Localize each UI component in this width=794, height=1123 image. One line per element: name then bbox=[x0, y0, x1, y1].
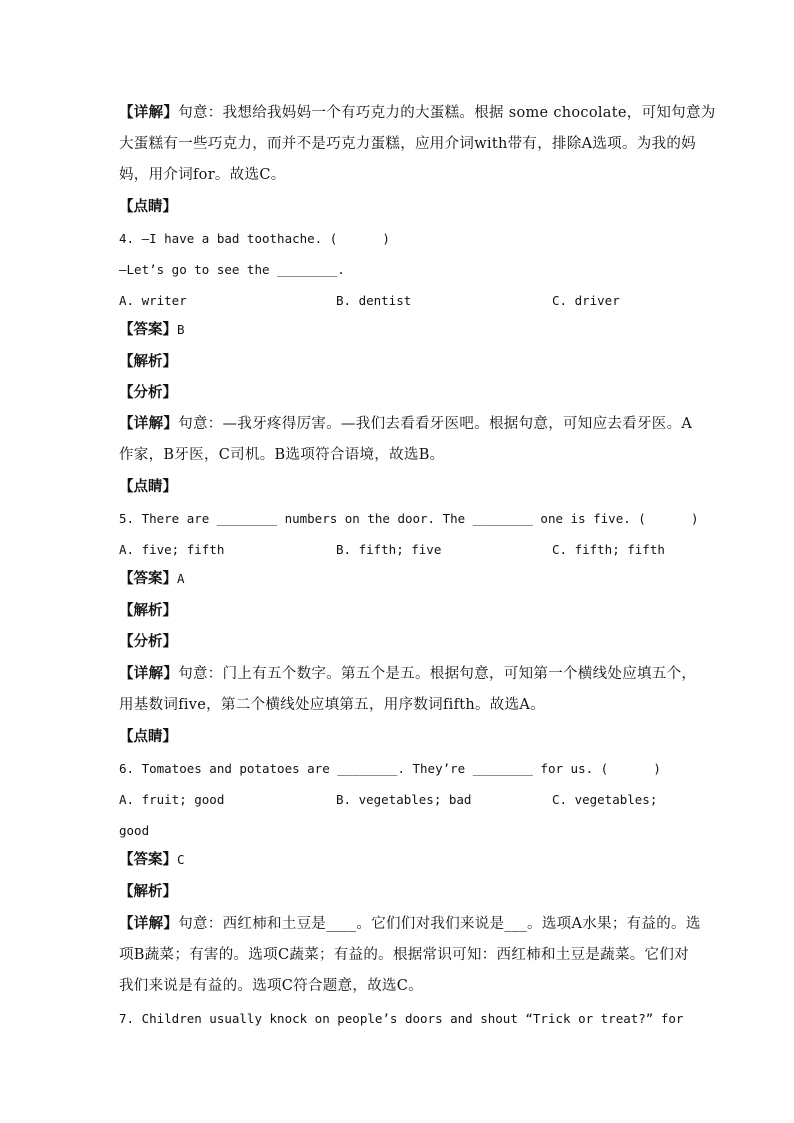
q4-question-line-2: —Let’s go to see the ________. bbox=[119, 262, 345, 277]
q6-option-c: C. vegetables; bbox=[552, 792, 658, 807]
q4-analysis2-tag: 【分析】 bbox=[119, 385, 177, 401]
q4-detail-line-2: 作家，B牙医，C司机。B选项符合语境，故选B。 bbox=[119, 447, 445, 463]
q5-option-c: C. fifth; fifth bbox=[552, 542, 665, 557]
q5-option-b: B. fifth; five bbox=[336, 542, 442, 557]
q4-analysis-tag: 【解析】 bbox=[119, 354, 177, 370]
q5-question: 5. There are ________ numbers on the door. The ________ one is five. ( ) bbox=[119, 511, 699, 526]
detail-tag: 【详解】 bbox=[119, 105, 179, 121]
q5-answer: 【答案】A bbox=[119, 571, 185, 587]
q5-detail-line-2: 用基数词five，第二个横线处应填第五，用序数词fifth。故选A。 bbox=[119, 697, 545, 713]
q4-comment-tag: 【点睛】 bbox=[119, 479, 177, 495]
q4-option-b: B. dentist bbox=[336, 293, 412, 308]
q6-option-c-wrap: good bbox=[119, 823, 150, 838]
q3-detail-line-1: 【详解】句意：我想给我妈妈一个有巧克力的大蛋糕。根据 some chocolate，可知句意为 bbox=[119, 105, 716, 121]
q4-detail-line-1: 【详解】句意：—我牙疼得厉害。—我们去看看牙医吧。根据句意，可知应去看牙医。A bbox=[119, 416, 693, 432]
q5-option-a: A. five; fifth bbox=[119, 542, 225, 557]
q4-question: 4. —I have a bad toothache. ( ) bbox=[119, 231, 390, 246]
q4-option-c: C. driver bbox=[552, 293, 620, 308]
q6-analysis-tag: 【解析】 bbox=[119, 884, 177, 900]
q6-question: 6. Tomatoes and potatoes are ________. They’re ________ for us. ( ) bbox=[119, 761, 661, 776]
q6-option-a: A. fruit; good bbox=[119, 792, 225, 807]
q5-analysis2-tag: 【分析】 bbox=[119, 634, 177, 650]
q5-comment-tag: 【点睛】 bbox=[119, 729, 177, 745]
q4-option-a: A. writer bbox=[119, 293, 187, 308]
q6-answer: 【答案】C bbox=[119, 852, 185, 868]
q6-detail-line-1: 【详解】句意：西红柿和土豆是____。它们们对我们来说是___。选项A水果；有益的。选 bbox=[119, 916, 701, 932]
q5-detail-line-1: 【详解】句意：门上有五个数字。第五个是五。根据句意，可知第一个横线处应填五个， bbox=[119, 666, 697, 682]
q3-detail-line-2: 大蛋糕有一些巧克力，而并不是巧克力蛋糕，应用介词with带有，排除A选项。为我的妈 bbox=[119, 136, 696, 152]
q6-detail-line-2: 项B蔬菜；有害的。选项C蔬菜；有益的。根据常识可知：西红柿和土豆是蔬菜。它们对 bbox=[119, 947, 689, 963]
q6-detail-line-3: 我们来说是有益的。选项C符合题意，故选C。 bbox=[119, 978, 423, 994]
q3-comment-tag: 【点睛】 bbox=[119, 199, 177, 215]
q4-answer: 【答案】B bbox=[119, 322, 185, 338]
q3-detail-line-3: 妈，用介词for。故选C。 bbox=[119, 167, 286, 183]
q5-analysis-tag: 【解析】 bbox=[119, 603, 177, 619]
q7-question: 7. Children usually knock on people’s doors and shout “Trick or treat?” for bbox=[119, 1011, 684, 1026]
q6-option-b: B. vegetables; bad bbox=[336, 792, 472, 807]
